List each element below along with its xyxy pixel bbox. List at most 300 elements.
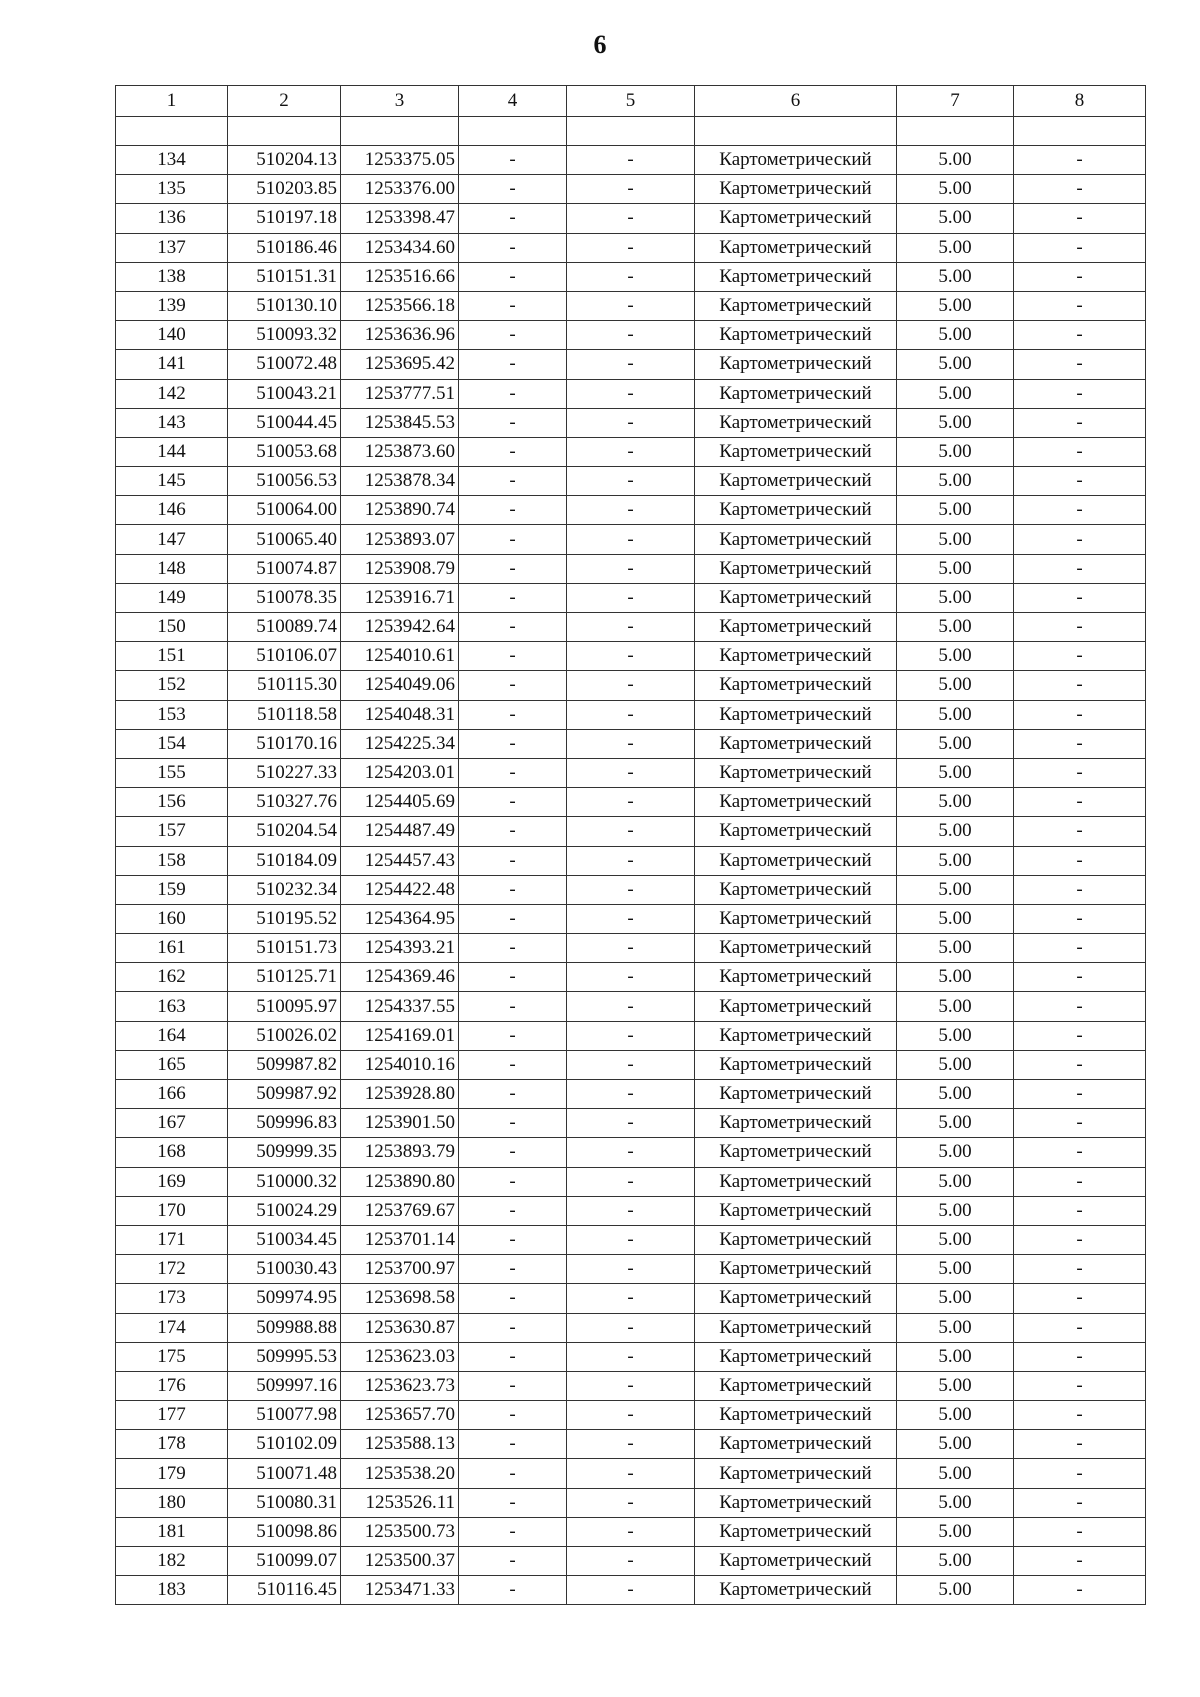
- col4-cell: -: [459, 817, 567, 846]
- accuracy-cell: 5.00: [897, 1576, 1014, 1605]
- table-row: [116, 1284, 1146, 1313]
- col5-cell: -: [567, 1547, 695, 1576]
- col5-cell: -: [567, 1167, 695, 1196]
- accuracy-cell: 5.00: [897, 1138, 1014, 1167]
- method-cell: Картометрический: [695, 992, 897, 1021]
- point-number-cell: 135: [116, 175, 228, 204]
- y-coordinate-cell: 1253630.87: [341, 1313, 459, 1342]
- point-number-cell: 160: [116, 904, 228, 933]
- x-coordinate-cell: 509988.88: [228, 1313, 341, 1342]
- x-coordinate-cell: 510053.68: [228, 437, 341, 466]
- col8-cell: -: [1014, 934, 1146, 963]
- table-row: [116, 934, 1146, 963]
- col5-cell: -: [567, 233, 695, 262]
- column-header: 7: [897, 86, 1014, 117]
- accuracy-cell: 5.00: [897, 408, 1014, 437]
- point-number-cell: 139: [116, 291, 228, 320]
- method-cell: Картометрический: [695, 729, 897, 758]
- accuracy-cell: 5.00: [897, 1284, 1014, 1313]
- method-cell: Картометрический: [695, 408, 897, 437]
- col8-cell: -: [1014, 1225, 1146, 1254]
- x-coordinate-cell: 510204.13: [228, 146, 341, 175]
- method-cell: Картометрический: [695, 146, 897, 175]
- point-number-cell: 136: [116, 204, 228, 233]
- x-coordinate-cell: 509999.35: [228, 1138, 341, 1167]
- table-row: [116, 1430, 1146, 1459]
- col8-cell: -: [1014, 729, 1146, 758]
- point-number-cell: 167: [116, 1109, 228, 1138]
- col4-cell: -: [459, 262, 567, 291]
- accuracy-cell: 5.00: [897, 992, 1014, 1021]
- col5-cell: -: [567, 1342, 695, 1371]
- col5-cell: -: [567, 437, 695, 466]
- col5-cell: -: [567, 992, 695, 1021]
- method-cell: Картометрический: [695, 1138, 897, 1167]
- accuracy-cell: 5.00: [897, 233, 1014, 262]
- col8-cell: -: [1014, 350, 1146, 379]
- col8-cell: -: [1014, 146, 1146, 175]
- table-row: [116, 350, 1146, 379]
- point-number-cell: 137: [116, 233, 228, 262]
- table-row: [116, 1517, 1146, 1546]
- accuracy-cell: 5.00: [897, 934, 1014, 963]
- col4-cell: -: [459, 904, 567, 933]
- col5-cell: -: [567, 146, 695, 175]
- point-number-cell: 155: [116, 758, 228, 787]
- x-coordinate-cell: 510043.21: [228, 379, 341, 408]
- table-row: [116, 1225, 1146, 1254]
- col8-cell: -: [1014, 992, 1146, 1021]
- x-coordinate-cell: 510204.54: [228, 817, 341, 846]
- table-row: [116, 1255, 1146, 1284]
- col4-cell: -: [459, 1196, 567, 1225]
- y-coordinate-cell: 1253890.74: [341, 496, 459, 525]
- empty-cell: [116, 117, 228, 146]
- col8-cell: -: [1014, 1430, 1146, 1459]
- col5-cell: -: [567, 934, 695, 963]
- col5-cell: -: [567, 496, 695, 525]
- point-number-cell: 166: [116, 1080, 228, 1109]
- col4-cell: -: [459, 846, 567, 875]
- col8-cell: -: [1014, 963, 1146, 992]
- col5-cell: -: [567, 350, 695, 379]
- col4-cell: -: [459, 467, 567, 496]
- col8-cell: -: [1014, 1547, 1146, 1576]
- point-number-cell: 146: [116, 496, 228, 525]
- col4-cell: -: [459, 496, 567, 525]
- point-number-cell: 156: [116, 788, 228, 817]
- col5-cell: -: [567, 1138, 695, 1167]
- empty-cell: [1014, 117, 1146, 146]
- y-coordinate-cell: 1253588.13: [341, 1430, 459, 1459]
- accuracy-cell: 5.00: [897, 1196, 1014, 1225]
- method-cell: Картометрический: [695, 1488, 897, 1517]
- accuracy-cell: 5.00: [897, 1255, 1014, 1284]
- method-cell: Картометрический: [695, 875, 897, 904]
- table-row: [116, 146, 1146, 175]
- col4-cell: -: [459, 350, 567, 379]
- y-coordinate-cell: 1254487.49: [341, 817, 459, 846]
- point-number-cell: 157: [116, 817, 228, 846]
- table-row: [116, 1050, 1146, 1079]
- col5-cell: -: [567, 1225, 695, 1254]
- accuracy-cell: 5.00: [897, 1547, 1014, 1576]
- y-coordinate-cell: 1253500.73: [341, 1517, 459, 1546]
- col8-cell: -: [1014, 904, 1146, 933]
- point-number-cell: 174: [116, 1313, 228, 1342]
- col4-cell: -: [459, 613, 567, 642]
- col8-cell: -: [1014, 1050, 1146, 1079]
- method-cell: Картометрический: [695, 1576, 897, 1605]
- method-cell: Картометрический: [695, 963, 897, 992]
- method-cell: Картометрический: [695, 291, 897, 320]
- point-number-cell: 144: [116, 437, 228, 466]
- x-coordinate-cell: 510044.45: [228, 408, 341, 437]
- coordinates-table: [115, 85, 1146, 1605]
- col5-cell: -: [567, 525, 695, 554]
- col5-cell: -: [567, 204, 695, 233]
- col8-cell: -: [1014, 525, 1146, 554]
- y-coordinate-cell: 1254422.48: [341, 875, 459, 904]
- method-cell: Картометрический: [695, 1459, 897, 1488]
- column-header: 6: [695, 86, 897, 117]
- table-row: [116, 613, 1146, 642]
- y-coordinate-cell: 1254048.31: [341, 700, 459, 729]
- point-number-cell: 143: [116, 408, 228, 437]
- col8-cell: -: [1014, 700, 1146, 729]
- col8-cell: -: [1014, 1459, 1146, 1488]
- point-number-cell: 147: [116, 525, 228, 554]
- col5-cell: -: [567, 963, 695, 992]
- method-cell: Картометрический: [695, 496, 897, 525]
- col8-cell: -: [1014, 1371, 1146, 1400]
- point-number-cell: 134: [116, 146, 228, 175]
- col4-cell: -: [459, 204, 567, 233]
- accuracy-cell: 5.00: [897, 525, 1014, 554]
- x-coordinate-cell: 510170.16: [228, 729, 341, 758]
- empty-cell: [459, 117, 567, 146]
- method-cell: Картометрический: [695, 1313, 897, 1342]
- table-row: [116, 437, 1146, 466]
- col5-cell: -: [567, 642, 695, 671]
- y-coordinate-cell: 1253908.79: [341, 554, 459, 583]
- method-cell: Картометрический: [695, 700, 897, 729]
- col8-cell: -: [1014, 496, 1146, 525]
- x-coordinate-cell: 510151.73: [228, 934, 341, 963]
- accuracy-cell: 5.00: [897, 846, 1014, 875]
- method-cell: Картометрический: [695, 204, 897, 233]
- point-number-cell: 176: [116, 1371, 228, 1400]
- y-coordinate-cell: 1253698.58: [341, 1284, 459, 1313]
- x-coordinate-cell: 510118.58: [228, 700, 341, 729]
- x-coordinate-cell: 509987.82: [228, 1050, 341, 1079]
- empty-cell: [228, 117, 341, 146]
- table-row: [116, 1371, 1146, 1400]
- col8-cell: -: [1014, 1255, 1146, 1284]
- col5-cell: -: [567, 1284, 695, 1313]
- x-coordinate-cell: 510195.52: [228, 904, 341, 933]
- y-coordinate-cell: 1254364.95: [341, 904, 459, 933]
- accuracy-cell: 5.00: [897, 496, 1014, 525]
- accuracy-cell: 5.00: [897, 554, 1014, 583]
- accuracy-cell: 5.00: [897, 1342, 1014, 1371]
- method-cell: Картометрический: [695, 175, 897, 204]
- y-coordinate-cell: 1253695.42: [341, 350, 459, 379]
- x-coordinate-cell: 510089.74: [228, 613, 341, 642]
- col4-cell: -: [459, 175, 567, 204]
- y-coordinate-cell: 1253636.96: [341, 321, 459, 350]
- empty-cell: [567, 117, 695, 146]
- col8-cell: -: [1014, 233, 1146, 262]
- method-cell: Картометрический: [695, 554, 897, 583]
- point-number-cell: 161: [116, 934, 228, 963]
- x-coordinate-cell: 510106.07: [228, 642, 341, 671]
- accuracy-cell: 5.00: [897, 963, 1014, 992]
- col4-cell: -: [459, 758, 567, 787]
- accuracy-cell: 5.00: [897, 1401, 1014, 1430]
- x-coordinate-cell: 510099.07: [228, 1547, 341, 1576]
- method-cell: Картометрический: [695, 1167, 897, 1196]
- col5-cell: -: [567, 1050, 695, 1079]
- y-coordinate-cell: 1254010.61: [341, 642, 459, 671]
- accuracy-cell: 5.00: [897, 262, 1014, 291]
- x-coordinate-cell: 510024.29: [228, 1196, 341, 1225]
- method-cell: Картометрический: [695, 350, 897, 379]
- col4-cell: -: [459, 525, 567, 554]
- table-row: [116, 1196, 1146, 1225]
- col4-cell: -: [459, 729, 567, 758]
- col8-cell: -: [1014, 1196, 1146, 1225]
- col4-cell: -: [459, 934, 567, 963]
- header-row: [116, 86, 1146, 117]
- y-coordinate-cell: 1253516.66: [341, 262, 459, 291]
- table-row: [116, 408, 1146, 437]
- table-row: [116, 1021, 1146, 1050]
- col8-cell: -: [1014, 1284, 1146, 1313]
- col4-cell: -: [459, 1371, 567, 1400]
- col8-cell: -: [1014, 1401, 1146, 1430]
- table-row: [116, 1342, 1146, 1371]
- x-coordinate-cell: 510116.45: [228, 1576, 341, 1605]
- x-coordinate-cell: 510186.46: [228, 233, 341, 262]
- method-cell: Картометрический: [695, 1255, 897, 1284]
- accuracy-cell: 5.00: [897, 1430, 1014, 1459]
- table-row: [116, 1080, 1146, 1109]
- table-row: [116, 1313, 1146, 1342]
- x-coordinate-cell: 510080.31: [228, 1488, 341, 1517]
- x-coordinate-cell: 510102.09: [228, 1430, 341, 1459]
- table-row: [116, 291, 1146, 320]
- accuracy-cell: 5.00: [897, 671, 1014, 700]
- point-number-cell: 158: [116, 846, 228, 875]
- point-number-cell: 179: [116, 1459, 228, 1488]
- point-number-cell: 183: [116, 1576, 228, 1605]
- col5-cell: -: [567, 700, 695, 729]
- col5-cell: -: [567, 291, 695, 320]
- x-coordinate-cell: 510078.35: [228, 583, 341, 612]
- col8-cell: -: [1014, 875, 1146, 904]
- method-cell: Картометрический: [695, 788, 897, 817]
- y-coordinate-cell: 1253375.05: [341, 146, 459, 175]
- col4-cell: -: [459, 554, 567, 583]
- y-coordinate-cell: 1253916.71: [341, 583, 459, 612]
- accuracy-cell: 5.00: [897, 204, 1014, 233]
- method-cell: Картометрический: [695, 379, 897, 408]
- col4-cell: -: [459, 1401, 567, 1430]
- page-number: 6: [593, 30, 607, 59]
- accuracy-cell: 5.00: [897, 1225, 1014, 1254]
- x-coordinate-cell: 510125.71: [228, 963, 341, 992]
- accuracy-cell: 5.00: [897, 904, 1014, 933]
- method-cell: Картометрический: [695, 1021, 897, 1050]
- col4-cell: -: [459, 1517, 567, 1546]
- col4-cell: -: [459, 146, 567, 175]
- y-coordinate-cell: 1253942.64: [341, 613, 459, 642]
- col8-cell: -: [1014, 1342, 1146, 1371]
- y-coordinate-cell: 1253700.97: [341, 1255, 459, 1284]
- y-coordinate-cell: 1254369.46: [341, 963, 459, 992]
- table-row: [116, 963, 1146, 992]
- x-coordinate-cell: 510327.76: [228, 788, 341, 817]
- method-cell: Картометрический: [695, 1080, 897, 1109]
- y-coordinate-cell: 1253566.18: [341, 291, 459, 320]
- point-number-cell: 180: [116, 1488, 228, 1517]
- x-coordinate-cell: 510093.32: [228, 321, 341, 350]
- col8-cell: -: [1014, 379, 1146, 408]
- method-cell: Картометрический: [695, 1284, 897, 1313]
- col4-cell: -: [459, 1430, 567, 1459]
- x-coordinate-cell: 510030.43: [228, 1255, 341, 1284]
- col8-cell: -: [1014, 1109, 1146, 1138]
- column-header: 3: [341, 86, 459, 117]
- method-cell: Картометрический: [695, 642, 897, 671]
- point-number-cell: 172: [116, 1255, 228, 1284]
- y-coordinate-cell: 1254393.21: [341, 934, 459, 963]
- accuracy-cell: 5.00: [897, 1313, 1014, 1342]
- x-coordinate-cell: 510130.10: [228, 291, 341, 320]
- col5-cell: -: [567, 1576, 695, 1605]
- y-coordinate-cell: 1253398.47: [341, 204, 459, 233]
- table-row: [116, 642, 1146, 671]
- x-coordinate-cell: 510072.48: [228, 350, 341, 379]
- y-coordinate-cell: 1254337.55: [341, 992, 459, 1021]
- point-number-cell: 162: [116, 963, 228, 992]
- method-cell: Картометрический: [695, 758, 897, 787]
- point-number-cell: 175: [116, 1342, 228, 1371]
- col4-cell: -: [459, 1342, 567, 1371]
- method-cell: Картометрический: [695, 1547, 897, 1576]
- col8-cell: -: [1014, 583, 1146, 612]
- table-row: [116, 321, 1146, 350]
- x-coordinate-cell: 510026.02: [228, 1021, 341, 1050]
- col8-cell: -: [1014, 613, 1146, 642]
- table-row: [116, 904, 1146, 933]
- method-cell: Картометрический: [695, 583, 897, 612]
- point-number-cell: 165: [116, 1050, 228, 1079]
- accuracy-cell: 5.00: [897, 642, 1014, 671]
- method-cell: Картометрический: [695, 904, 897, 933]
- method-cell: Картометрический: [695, 1109, 897, 1138]
- point-number-cell: 164: [116, 1021, 228, 1050]
- table-row: [116, 233, 1146, 262]
- accuracy-cell: 5.00: [897, 1021, 1014, 1050]
- point-number-cell: 169: [116, 1167, 228, 1196]
- accuracy-cell: 5.00: [897, 817, 1014, 846]
- point-number-cell: 173: [116, 1284, 228, 1313]
- col8-cell: -: [1014, 642, 1146, 671]
- col5-cell: -: [567, 729, 695, 758]
- method-cell: Картометрический: [695, 437, 897, 466]
- method-cell: Картометрический: [695, 525, 897, 554]
- table-row: [116, 525, 1146, 554]
- x-coordinate-cell: 509974.95: [228, 1284, 341, 1313]
- y-coordinate-cell: 1253376.00: [341, 175, 459, 204]
- col5-cell: -: [567, 321, 695, 350]
- col4-cell: -: [459, 1547, 567, 1576]
- col8-cell: -: [1014, 554, 1146, 583]
- accuracy-cell: 5.00: [897, 729, 1014, 758]
- x-coordinate-cell: 510151.31: [228, 262, 341, 291]
- point-number-cell: 171: [116, 1225, 228, 1254]
- accuracy-cell: 5.00: [897, 1050, 1014, 1079]
- x-coordinate-cell: 510203.85: [228, 175, 341, 204]
- method-cell: Картометрический: [695, 1196, 897, 1225]
- y-coordinate-cell: 1254169.01: [341, 1021, 459, 1050]
- method-cell: Картометрический: [695, 846, 897, 875]
- col5-cell: -: [567, 262, 695, 291]
- col5-cell: -: [567, 1488, 695, 1517]
- x-coordinate-cell: 510056.53: [228, 467, 341, 496]
- x-coordinate-cell: 510227.33: [228, 758, 341, 787]
- accuracy-cell: 5.00: [897, 437, 1014, 466]
- y-coordinate-cell: 1254049.06: [341, 671, 459, 700]
- col5-cell: -: [567, 1371, 695, 1400]
- accuracy-cell: 5.00: [897, 321, 1014, 350]
- y-coordinate-cell: 1253777.51: [341, 379, 459, 408]
- x-coordinate-cell: 510197.18: [228, 204, 341, 233]
- table-row: [116, 554, 1146, 583]
- col5-cell: -: [567, 1109, 695, 1138]
- col8-cell: -: [1014, 1167, 1146, 1196]
- x-coordinate-cell: 509995.53: [228, 1342, 341, 1371]
- y-coordinate-cell: 1253526.11: [341, 1488, 459, 1517]
- method-cell: Картометрический: [695, 1050, 897, 1079]
- point-number-cell: 151: [116, 642, 228, 671]
- col5-cell: -: [567, 1021, 695, 1050]
- column-header: 4: [459, 86, 567, 117]
- accuracy-cell: 5.00: [897, 467, 1014, 496]
- col5-cell: -: [567, 613, 695, 642]
- method-cell: Картометрический: [695, 817, 897, 846]
- accuracy-cell: 5.00: [897, 175, 1014, 204]
- point-number-cell: 145: [116, 467, 228, 496]
- accuracy-cell: 5.00: [897, 1167, 1014, 1196]
- accuracy-cell: 5.00: [897, 1080, 1014, 1109]
- accuracy-cell: 5.00: [897, 291, 1014, 320]
- col8-cell: -: [1014, 671, 1146, 700]
- table-row: [116, 788, 1146, 817]
- col4-cell: -: [459, 1138, 567, 1167]
- col5-cell: -: [567, 467, 695, 496]
- y-coordinate-cell: 1254010.16: [341, 1050, 459, 1079]
- x-coordinate-cell: 510074.87: [228, 554, 341, 583]
- column-header: 8: [1014, 86, 1146, 117]
- col8-cell: -: [1014, 1313, 1146, 1342]
- col8-cell: -: [1014, 1138, 1146, 1167]
- col4-cell: -: [459, 408, 567, 437]
- point-number-cell: 142: [116, 379, 228, 408]
- col4-cell: -: [459, 1225, 567, 1254]
